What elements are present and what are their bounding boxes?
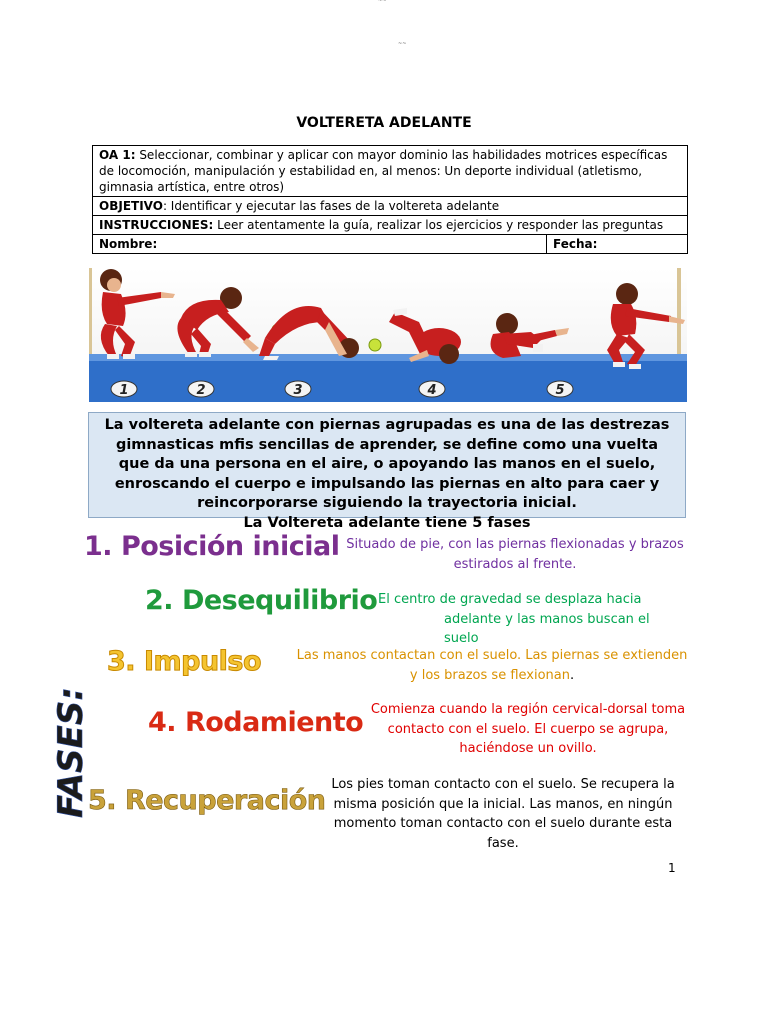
phase-desc-1: Situado de pie, con las piernas flexionadas y brazos estirados al frente. <box>346 537 684 572</box>
table-row <box>93 216 688 235</box>
fases-text: FASES: <box>51 687 91 818</box>
wall-edge <box>89 268 92 368</box>
fecha-field[interactable] <box>547 235 688 254</box>
blue-mat <box>89 354 687 402</box>
step-number: 3 <box>293 383 303 398</box>
mat-top-edge <box>89 354 687 361</box>
step-number: 4 <box>427 383 437 398</box>
ball-icon <box>369 339 381 351</box>
instrucciones-label: INSTRUCCIONES: <box>99 218 214 232</box>
fecha-label: Fecha: <box>553 237 598 251</box>
header-mark: ~~ <box>378 0 387 4</box>
instrucciones-text: Leer atentamente la guía, realizar los ejercicios y responder las preguntas <box>213 218 664 232</box>
phase-desc-5: Los pies toman contacto con el suelo. Se recupera la misma posición que la inicial. Las manos, en ningún momento toman contacto con el suelo durante esta fase. <box>331 777 675 851</box>
phase-desc-2-line-2: adelante y las manos buscan el suelo <box>444 611 650 646</box>
table-row <box>93 235 688 254</box>
objetivo-cell <box>93 197 688 216</box>
intro-text: La voltereta adelante con piernas agrupadas es una de las destrezas gimnasticas mfis sencillas de aprender, se define como una vuelta que da una persona en el aire, o apoyando las manos en el suelo, enroscando el cuerpo e impulsando las piernas en alto para caer y reincorporarse siguiendo la trayectoria inicial. La Voltereta adelante tiene 5 fases <box>89 413 685 533</box>
phase-title-5: 5. Recuperación <box>88 785 326 816</box>
page-number: 1 <box>668 861 676 875</box>
illustration-svg <box>89 268 687 402</box>
intro-callout <box>88 412 686 531</box>
phase-desc-2-line-1: El centro de gravedad se desplaza hacia <box>378 592 642 607</box>
document-title: VOLTERETA ADELANTE <box>296 115 472 131</box>
forward-roll-illustration <box>89 268 687 402</box>
table-row <box>93 146 688 197</box>
gymnast-figure-2 <box>177 287 259 357</box>
phase-title-2: 2. Desequilibrio <box>145 585 378 616</box>
gymnast-figure-1 <box>100 269 175 359</box>
nombre-field[interactable] <box>93 235 547 254</box>
info-table <box>92 145 688 254</box>
phase-desc-3: Las manos contactan con el suelo. Las piernas se extienden y los brazos se flexionan. <box>296 648 688 683</box>
nombre-label: Nombre: <box>99 237 158 251</box>
intro-cut-line: La Voltereta adelante tiene 5 fases <box>243 514 531 531</box>
instrucciones-cell <box>93 216 688 235</box>
table-row <box>93 197 688 216</box>
gymnast-figure-5 <box>491 313 569 358</box>
oa-cell <box>93 146 688 197</box>
objetivo-label: OBJETIVO <box>99 199 163 213</box>
step-number: 5 <box>555 383 565 398</box>
gymnast-figure-3 <box>259 306 359 360</box>
phase-title-3: 3. Impulso <box>107 646 262 677</box>
oa-label: OA 1: <box>99 148 136 162</box>
oa-text: Seleccionar, combinar y aplicar con mayor dominio las habilidades motrices específicas de locomoción, manipulación y estabilidad en, al menos: Un deporte individual (atletismo, gimnasia artística, entre otros) <box>99 148 668 194</box>
phase-desc-4: Comienza cuando la región cervical-dorsal toma contacto con el suelo. El cuerpo se agrupa, haciéndose un ovillo. <box>370 702 686 756</box>
objetivo-text: : Identificar y ejecutar las fases de la voltereta adelante <box>162 199 500 213</box>
phase-desc-2 <box>374 590 674 649</box>
step-number: 2 <box>196 383 206 398</box>
header-mark: ~~ <box>398 41 407 47</box>
step-number: 1 <box>119 383 129 398</box>
phase-title-1: 1. Posición inicial <box>84 531 340 562</box>
phase-title-4: 4. Rodamiento <box>148 707 364 738</box>
